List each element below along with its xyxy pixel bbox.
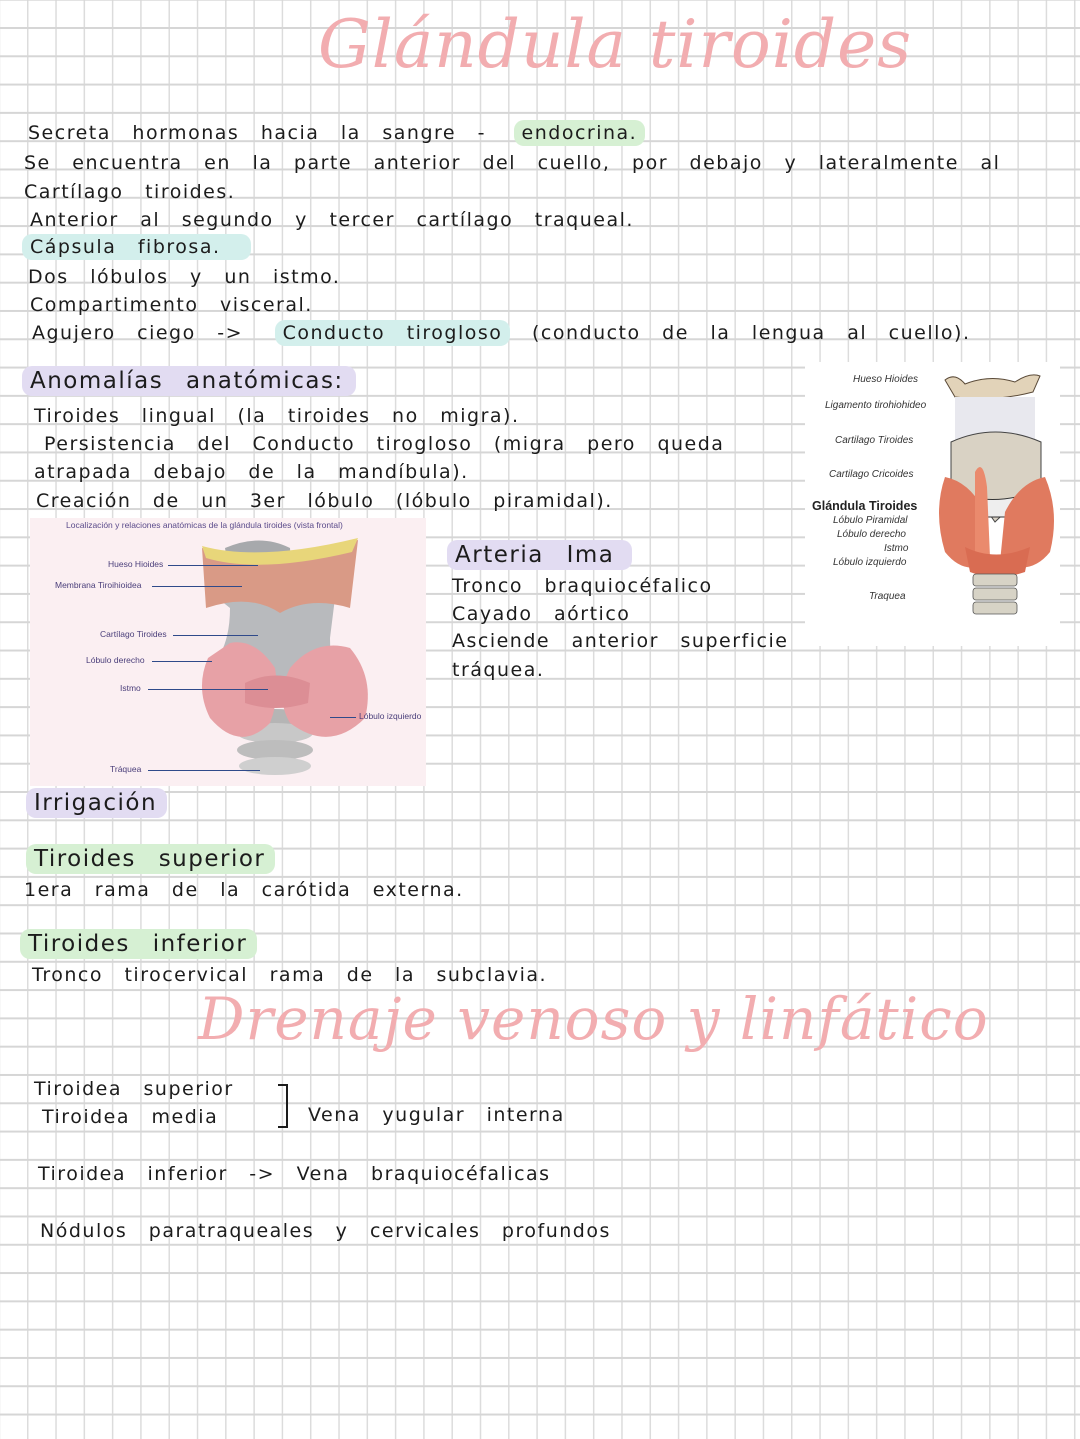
heading-irrigacion (34, 792, 167, 814)
label-lobulo-izquierdo: Lóbulo izquierdo (833, 557, 907, 568)
drenaje-yugular: Vena yugular interna (308, 1104, 565, 1126)
note-line-cartilago: Cartílago tiroides. (24, 181, 236, 203)
highlight-tiroides-superior: Tiroides superior (26, 844, 275, 874)
label-istmo: Istmo (120, 683, 141, 693)
bracket-icon (278, 1084, 288, 1128)
note-line-anterior: Anterior al segundo y tercer cartílago traqueal. (30, 209, 634, 231)
drenaje-line-inferior: Tiroidea inferior -> Vena braquiocéfalicas (38, 1163, 551, 1185)
highlight-irrigacion: Irrigación (26, 788, 167, 818)
label-glandula-tiroides: Glándula Tiroides (812, 499, 918, 513)
highlight-conducto: Conducto tirogloso (275, 320, 511, 346)
highlight-tiroides-inferior: Tiroides inferior (20, 929, 257, 959)
heading-anomalias (30, 370, 356, 392)
highlight-arteria-ima: Arteria Ima (447, 540, 632, 570)
note-text: (conducto de la lengua al cuello). (531, 322, 971, 344)
highlight-anomalias: Anomalías anatómicas: (22, 366, 356, 396)
label-ligamento: Ligamento tirohiohideo (825, 400, 927, 411)
arteria-line: Asciende anterior superficie (452, 630, 789, 652)
arteria-line: Tronco braquiocéfalico (452, 575, 713, 597)
irrigacion-inferior-text: Tronco tirocervical rama de la subclavia. (32, 964, 548, 986)
heading-tiroides-inferior (28, 933, 257, 955)
leader-line (148, 770, 260, 771)
anomalia-item: Tiroides lingual (la tiroides no migra). (34, 405, 520, 427)
drenaje-line-superior: Tiroidea superior (34, 1078, 234, 1100)
anomalia-item: Persistencia del Conducto tirogloso (migra pero queda (44, 433, 725, 455)
label-hueso-hioides: Hueso Hioides (108, 559, 164, 569)
figure-caption: Localización y relaciones anatómicas de la glándula tiroides (vista frontal) (66, 520, 343, 530)
leader-line (152, 661, 212, 662)
note-text: Agujero ciego -> (32, 322, 244, 344)
label-traquea: Tráquea (110, 764, 142, 774)
leader-line (168, 565, 258, 566)
note-line-compartimento: Compartimento visceral. (30, 294, 313, 316)
highlight-endocrina: endocrina. (514, 120, 646, 146)
label-istmo: Istmo (884, 543, 909, 554)
section-title-drenaje: Drenaje venoso y linfático (198, 985, 989, 1053)
label-cartilago-tiroides: Cartílago Tiroides (100, 629, 167, 639)
note-line-capsula (30, 236, 251, 258)
label-lobulo-derecho: Lóbulo derecho (837, 529, 906, 540)
page-title: Glándula tiroides (318, 6, 913, 83)
note-line-encuentra: Se encuentra en la parte anterior del cuello, por debajo y lateralmente al (24, 152, 1001, 174)
label-traquea: Traquea (869, 591, 906, 602)
label-hueso-hioides: Hueso Hioides (853, 374, 919, 385)
thyroid-figure-frontal (30, 518, 426, 786)
arteria-line: tráquea. (452, 659, 545, 681)
anomalia-item: atrapada debajo de la mandíbula). (34, 461, 469, 483)
thyroid-figure-lateral (805, 362, 1060, 646)
label-cartilago-tiroides: Cartilago Tiroides (835, 435, 914, 446)
label-cartilago-cricoides: Cartilago Cricoides (829, 469, 914, 480)
drenaje-line-nodulos: Nódulos paratraqueales y cervicales profundos (40, 1220, 611, 1242)
heading-arteria-ima (455, 544, 632, 566)
leader-line (173, 635, 258, 636)
note-line-agujero (32, 322, 971, 344)
note-line-lobulos: Dos lóbulos y un istmo. (28, 266, 341, 288)
label-membrana: Membrana Tiroihioidea (55, 580, 142, 590)
anomalia-item: Creación de un 3er lóbulo (lóbulo piramidal). (36, 490, 613, 512)
label-lobulo-piramidal: Lóbulo Piramidal (833, 515, 908, 526)
arteria-line: Cayado aórtico (452, 603, 631, 625)
heading-tiroides-superior (34, 848, 275, 870)
note-line-secreta (28, 122, 645, 144)
irrigacion-superior-text: 1era rama de la carótida externa. (24, 879, 464, 901)
leader-line (330, 717, 356, 718)
leader-line (148, 689, 268, 690)
label-lobulo-izquierdo: Lóbulo izquierdo (359, 711, 422, 721)
drenaje-line-media: Tiroidea media (42, 1106, 219, 1128)
note-text: Secreta hormonas hacia la sangre - (28, 122, 486, 144)
highlight-capsula: Cápsula fibrosa. (22, 234, 251, 260)
leader-line (152, 586, 242, 587)
thyroid-illustration (30, 518, 426, 786)
label-lobulo-derecho: Lóbulo derecho (86, 655, 145, 665)
